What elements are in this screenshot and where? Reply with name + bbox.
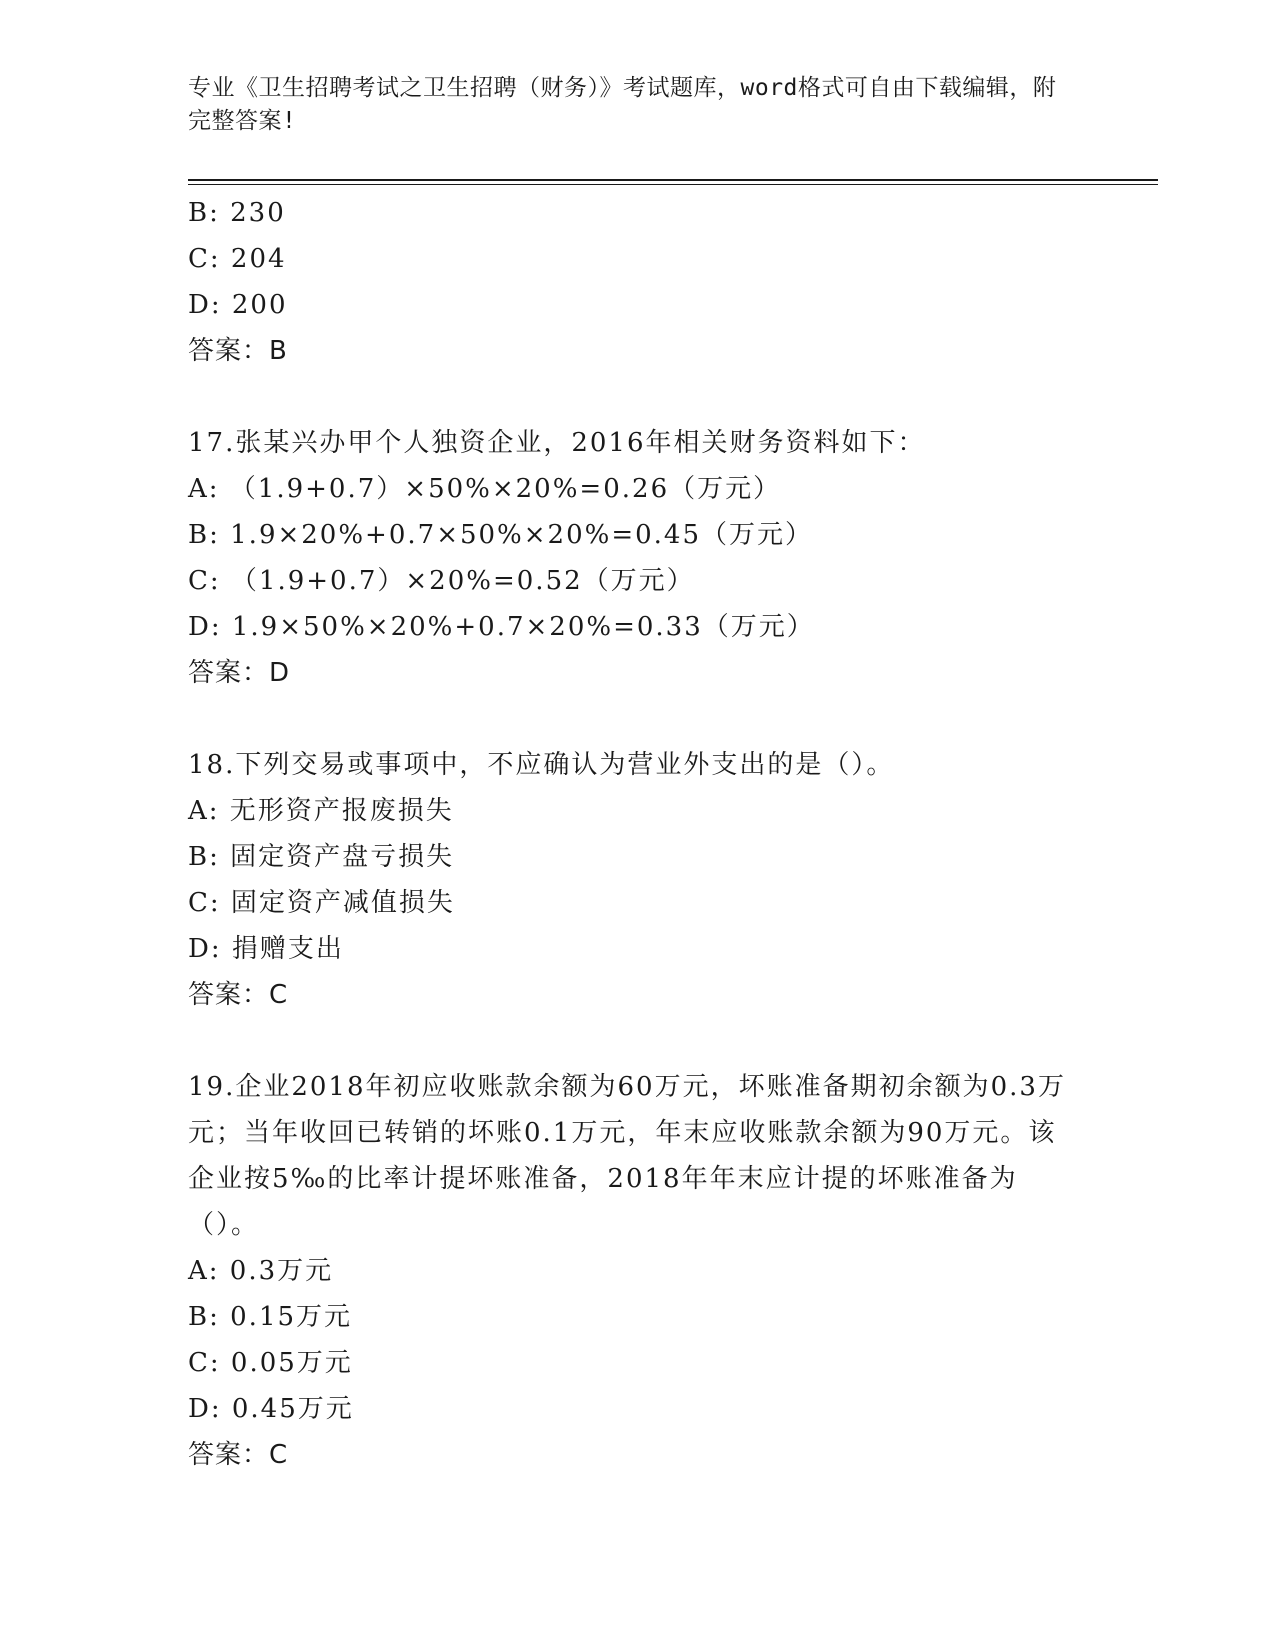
option-c: C: （1.9+0.7）×20%=0.52（万元） [188,566,695,596]
header-divider-top [188,179,1158,181]
option-d: D: 捐赠支出 [188,934,344,964]
question-18 [188,742,1088,1018]
answer: 答案：C [188,980,289,1010]
question-stem: 17.张某兴办甲个人独资企业，2016年相关财务资料如下： [188,428,926,458]
option-a: A: 无形资产报废损失 [188,796,454,826]
option-b: B: 230 [188,198,286,228]
option-c: C: 0.05万元 [188,1348,353,1378]
question-stem: 18.下列交易或事项中，不应确认为营业外支出的是（）。 [188,750,895,780]
option-a: A: 0.3万元 [188,1256,334,1286]
spacer [188,696,1088,742]
question-16-continued [188,190,1088,374]
question-stem: 19.企业2018年初应收账款余额为60万元，坏账准备期初余额为0.3万元；当年收回已转销的坏账0.1万元，年末应收账款余额为90万元。该企业按5‰的比率计提坏账准备，2018年年末应计提的坏账准备为（）。 [188,1072,1066,1240]
answer: 答案：B [188,336,288,366]
option-c: C: 固定资产减值损失 [188,888,455,918]
answer: 答案：C [188,1440,289,1470]
question-17 [188,420,1088,696]
option-c: C: 204 [188,244,287,274]
question-19 [188,1064,1088,1478]
option-b: B: 固定资产盘亏损失 [188,842,455,872]
spacer [188,1018,1088,1064]
question-content [188,190,1088,1478]
header-divider-bottom [188,184,1158,185]
answer: 答案：D [188,658,291,688]
option-d: D: 0.45万元 [188,1394,354,1424]
spacer [188,374,1088,420]
option-a: A: （1.9+0.7）×50%×20%=0.26（万元） [188,474,782,504]
option-b: B: 0.15万元 [188,1302,353,1332]
document-header: 专业《卫生招聘考试之卫生招聘（财务）》考试题库，word格式可自由下载编辑，附完整答案! [188,75,1057,134]
option-b: B: 1.9×20%+0.7×50%×20%=0.45（万元） [188,520,814,550]
option-d: D: 200 [188,290,288,320]
option-d: D: 1.9×50%×20%+0.7×20%=0.33（万元） [188,612,815,642]
